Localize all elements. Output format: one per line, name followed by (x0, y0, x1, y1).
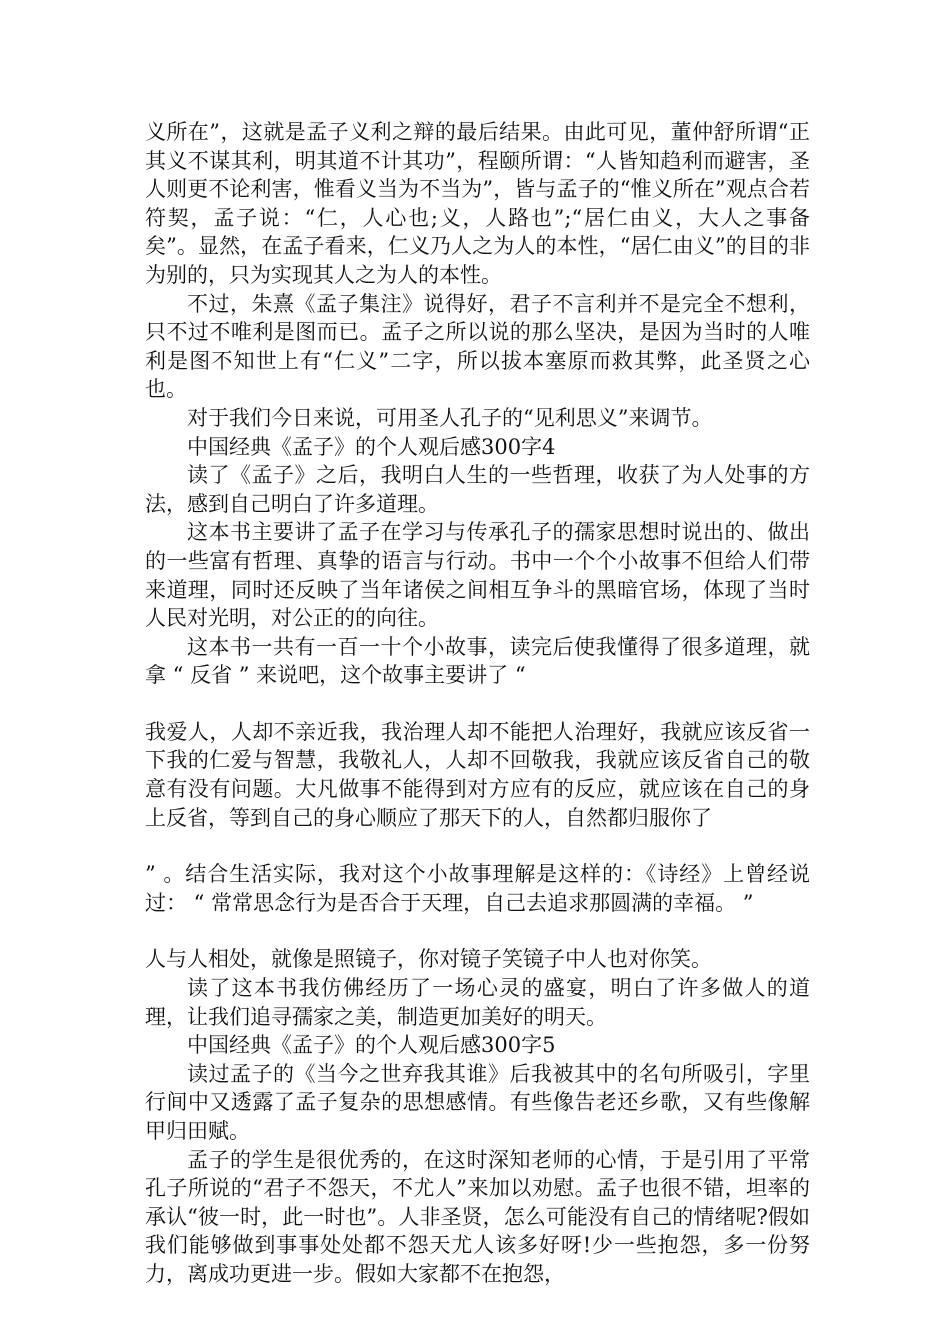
document-body (145, 118, 810, 1289)
paragraph: 读了这本书我仿佛经历了一场心灵的盛宴，明白了许多做人的道理，让我们追寻孺家之美，制造更加美好的明天。 (145, 976, 810, 1029)
paragraph-gap (145, 917, 810, 945)
paragraph: 义所在”，这就是孟子义利之辩的最后结果。由此可见，董仲舒所谓“正其义不谋其利，明其道不计其功”，程颐所谓：“人皆知趋利而避害，圣人则更不论利害，惟看义当为不当为”，皆与孟子的“惟义所在”观点合若符契，孟子说：“仁，人心也;义，人路也”;“居仁由义，大人之事备矣”。显然，在孟子看来，仁义乃人之为人的本性，“居仁由义”的目的非为别的，只为实现其人之为人的本性。 (145, 120, 810, 287)
paragraph: ” 。结合生活实际，我对这个小故事理解是这样的：《诗经》上曾经说过： “ 常常思念行为是否合于天理，自己去追求那圆满的幸福。 ” (145, 862, 810, 915)
paragraph: 读了《孟子》之后，我明白人生的一些哲理，收获了为人处事的方法，感到自己明白了许多道理。 (145, 463, 810, 516)
paragraph-gap (145, 832, 810, 860)
paragraph: 这本书主要讲了孟子在学习与传承孔子的孺家思想时说出的、做出的一些富有哲理、真挚的语言与行动。书中一个个小故事不但给人们带来道理，同时还反映了当年诸侯之间相互争斗的黑暗官场，体现了当时人民对光明，对公正的的向往。 (145, 520, 810, 631)
paragraph: 对于我们今日来说，可用圣人孔子的“见利思义”来调节。 (187, 405, 713, 430)
paragraph: 我爱人，人却不亲近我，我治理人却不能把人治理好，我就应该反省一下我的仁爱与智慧，我敬礼人，人却不回敬我，我就应该反省自己的敬意有没有问题。大凡做事不能得到对方应有的反应，就应该在自己的身上反省，等到自己的身心顺应了那天下的人，自然都归服你了 (145, 719, 810, 830)
paragraph: 这本书一共有一百一十个小故事，读完后使我懂得了很多道理，就拿 “ 反省 ” 来说吧，这个故事主要讲了 “ (145, 634, 810, 688)
paragraph: 孟子的学生是很优秀的，在这时深知老师的心情，于是引用了平常孔子所说的“君子不怨天，不尤人”来加以劝慰。孟子也很不错，坦率的承认“彼一时，此一时也”。人非圣贤，怎么可能没有自己的情绪呢?假如我们能够做到事事处处都不怨天尤人该多好呀!少一些抱怨，多一份努力，离成功更进一步。假如大家都不在抱怨， (145, 1147, 810, 1286)
paragraph-gap (145, 690, 810, 718)
paragraph: 人与人相处，就像是照镜子，你对镜子笑镜子中人也对你笑。 (145, 947, 712, 972)
section-heading: 中国经典《孟子》的个人观后感300字4 (187, 434, 556, 459)
paragraph: 不过，朱熹《孟子集注》说得好，君子不言利并不是完全不想利，只不过不唯利是图而已。孟子之所以说的那么坚决，是因为当时的人唯利是图不知世上有“仁义”二字，所以拔本塞原而救其弊，此圣贤之心也。 (145, 291, 810, 402)
section-heading: 中国经典《孟子》的个人观后感300字5 (187, 1033, 556, 1058)
paragraph: 读过孟子的《当今之世弃我其谁》后我被其中的名句所吸引，字里行间中又透露了孟子复杂的思想感情。有些像告老还乡歌，又有些像解甲归田赋。 (145, 1061, 810, 1143)
